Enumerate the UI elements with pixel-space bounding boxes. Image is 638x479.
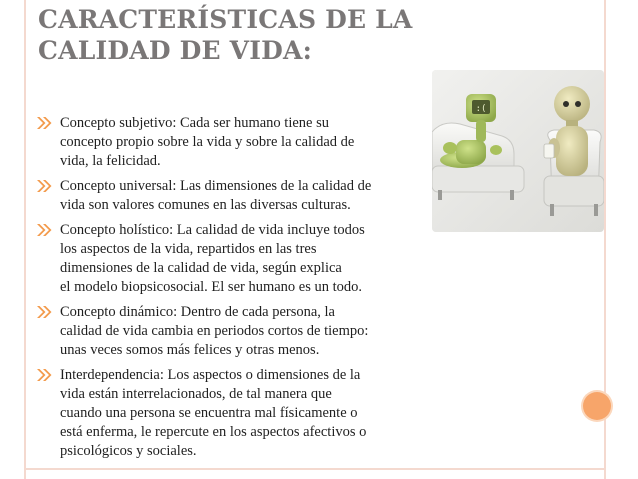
svg-text::(: :( xyxy=(475,104,487,114)
bullet-text-line: vida están interrelacionados, de tal manera que xyxy=(60,386,332,402)
bullet-text-line: Concepto universal: Las dimensiones de la calidad de xyxy=(60,178,372,194)
double-chevron-icon xyxy=(36,368,52,382)
double-chevron-icon xyxy=(36,223,52,237)
list-item xyxy=(36,221,436,297)
bullet-text-line: cuando una persona se encuentra mal físicamente o xyxy=(60,405,358,421)
decorative-circle xyxy=(583,392,611,420)
bullet-text-line: Interdependencia: Los aspectos o dimensiones de la xyxy=(60,367,361,383)
list-item xyxy=(36,177,436,215)
title-line: CALIDAD DE VIDA: xyxy=(38,36,313,65)
bullet-text-line: los aspectos de la vida, repartidos en las tres xyxy=(60,241,317,257)
title-line: CARACTERÍSTICAS DE LA xyxy=(38,5,413,34)
bullet-text-line: Concepto dinámico: Dentro de cada persona, la xyxy=(60,304,335,320)
frame-left-line xyxy=(24,0,26,479)
bullet-text-line: Concepto holístico: La calidad de vida incluye todos xyxy=(60,222,365,238)
bullet-text-line: unas veces somos más felices y otras menos. xyxy=(60,342,320,358)
robot-therapy-illustration xyxy=(432,70,604,232)
bullet-text-line: vida, la felicidad. xyxy=(60,153,161,169)
bullet-text-line: dimensiones de la calidad de vida, según explica xyxy=(60,260,342,276)
double-chevron-icon xyxy=(36,116,52,130)
bullet-text-line: vida son valores comunes en las diversas culturas. xyxy=(60,197,351,213)
double-chevron-icon xyxy=(36,305,52,319)
list-item xyxy=(36,366,436,461)
list-item xyxy=(36,303,436,360)
double-chevron-icon xyxy=(36,179,52,193)
bullet-list xyxy=(36,114,436,467)
bullet-text-line: calidad de vida cambia en periodos cortos de tiempo: xyxy=(60,323,369,339)
bullet-text-line: concepto propio sobre la vida y sobre la calidad de xyxy=(60,134,355,150)
bullet-text-line: el modelo biopsicosocial. El ser humano es un todo. xyxy=(60,279,363,295)
bullet-text-line: psicológicos y sociales. xyxy=(60,443,197,459)
bullet-text-line: está enferma, le repercute en los aspectos afectivos o xyxy=(60,424,367,440)
bullet-text-line: Concepto subjetivo: Cada ser humano tiene su xyxy=(60,115,330,131)
list-item xyxy=(36,114,436,171)
slide-title xyxy=(38,4,458,66)
frame-bottom-line xyxy=(24,468,606,470)
